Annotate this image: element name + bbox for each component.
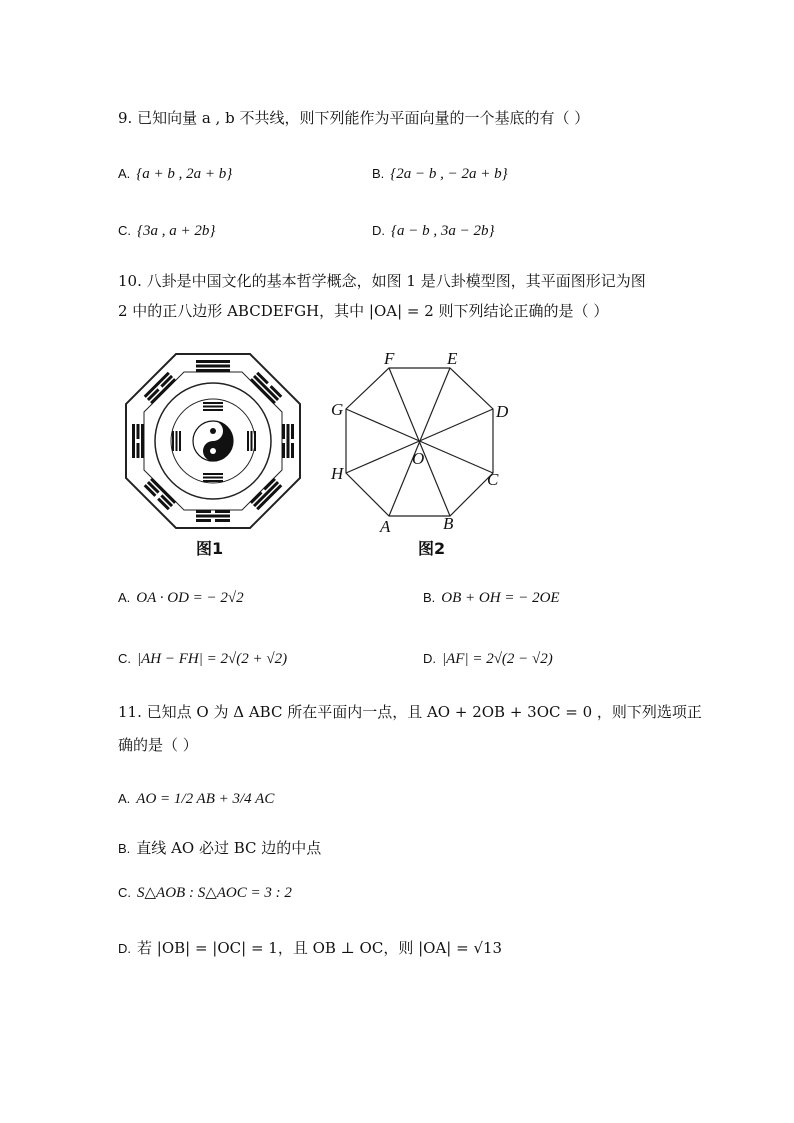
q10-option-c-expr: |AH − FH| = 2√(2 + √2) xyxy=(137,651,288,667)
q10-option-c-label: C. xyxy=(118,651,131,666)
q9-option-b-label: B. xyxy=(372,166,385,181)
figure1-caption: 图1 xyxy=(196,539,224,558)
q9-option-a-label: A. xyxy=(118,166,131,181)
q9-option-d-expr: {a − b , 3a − 2b} xyxy=(391,223,495,239)
figure2-caption: 图2 xyxy=(418,539,446,558)
vertex-d: D xyxy=(496,402,509,421)
q9-option-c[interactable] xyxy=(118,219,215,242)
q11-option-c[interactable] xyxy=(118,881,292,904)
q11-option-a-expr: AO = 1/2 AB + 3/4 AC xyxy=(136,791,275,807)
bagua-figure xyxy=(124,352,302,530)
vertex-b: B xyxy=(443,514,454,533)
q11-option-c-label: C. xyxy=(118,885,131,900)
q11-option-d-label: D. xyxy=(118,941,131,956)
q9-option-a[interactable] xyxy=(118,162,232,185)
vertex-f: F xyxy=(384,349,395,368)
q9-option-d[interactable] xyxy=(372,219,495,242)
q9-option-c-label: C. xyxy=(118,223,131,238)
q10-option-d[interactable] xyxy=(423,647,553,670)
q9-option-c-expr: {3a , a + 2b} xyxy=(137,223,216,239)
q11-option-c-expr: S△AOB : S△AOC = 3 : 2 xyxy=(137,885,292,901)
q10-option-a[interactable] xyxy=(118,586,244,609)
octagon-figure xyxy=(326,346,526,538)
vertex-g: G xyxy=(331,400,344,419)
q9-option-b[interactable] xyxy=(372,162,508,185)
q10-option-b-expr: OB + OH = − 2OE xyxy=(441,590,560,606)
q10-option-c[interactable] xyxy=(118,647,287,670)
q10-option-b[interactable] xyxy=(423,586,560,609)
yin-yang-icon xyxy=(193,421,233,461)
q11-option-a-label: A. xyxy=(118,791,131,806)
q11-option-b-expr: 直线 AO 必过 BC 边的中点 xyxy=(136,839,322,857)
q11-stem-line1: 11. 已知点 O 为 Δ ABC 所在平面内一点，且 AO + 2OB + 3OC = 0 ，则下列选项正 xyxy=(118,703,702,721)
vertex-h: H xyxy=(331,464,344,483)
vertex-c: C xyxy=(487,470,499,489)
q11-option-b[interactable] xyxy=(118,837,321,860)
vertex-a: A xyxy=(380,517,391,536)
q10-option-d-expr: |AF| = 2√(2 − √2) xyxy=(442,651,553,667)
q10-option-a-expr: OA · OD = − 2√2 xyxy=(136,590,244,606)
vertex-e: E xyxy=(447,349,458,368)
q11-option-a[interactable] xyxy=(118,787,274,810)
q11-option-d-expr: 若 |OB| = |OC| = 1，且 OB ⊥ OC，则 |OA| = √13 xyxy=(137,939,503,957)
q9-option-b-expr: {2a − b , − 2a + b} xyxy=(390,166,508,182)
q11-option-d[interactable] xyxy=(118,937,502,960)
center-o: O xyxy=(412,449,425,468)
q10-stem-line1: 10. 八卦是中国文化的基本哲学概念，如图 1 是八卦模型图，其平面图形记为图 xyxy=(118,272,646,290)
q9-option-a-expr: {a + b , 2a + b} xyxy=(136,166,233,182)
q11-stem-line2: 确的是（ ） xyxy=(118,736,198,754)
q10-option-b-label: B. xyxy=(423,590,436,605)
q10-stem-line2: 2 中的正八边形 ABCDEFGH，其中 |OA| = 2 则下列结论正确的是（ ） xyxy=(118,302,609,320)
q10-option-a-label: A. xyxy=(118,590,131,605)
q10-option-d-label: D. xyxy=(423,651,436,666)
q9-option-d-label: D. xyxy=(372,223,385,238)
q9-stem: 9. 已知向量 a , b 不共线，则下列能作为平面向量的一个基底的有（ ） xyxy=(118,109,590,127)
q11-option-b-label: B. xyxy=(118,841,131,856)
